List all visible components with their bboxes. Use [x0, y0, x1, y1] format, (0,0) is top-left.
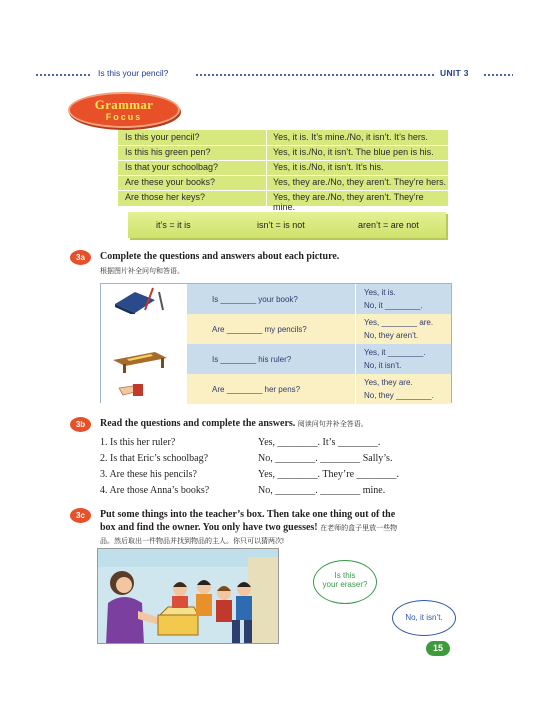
section-3b-badge: 3b	[70, 417, 91, 432]
exercise-question: 3. Are these his pencils?	[100, 469, 197, 480]
section-3a-badge: 3a	[70, 250, 91, 265]
question-cell	[187, 314, 355, 344]
header-dots-right	[483, 74, 513, 76]
answer-blank[interactable]: ________	[220, 295, 257, 304]
bubble-q-line2: your eraser?	[322, 580, 368, 589]
answer-blank[interactable]: ________	[226, 325, 263, 334]
answer-line[interactable]: Yes, ________ are.	[364, 318, 434, 327]
grammar-question: Is this his green pen?	[125, 147, 211, 157]
exercise-answer[interactable]: No, ________. ________ Sally’s.	[258, 453, 393, 464]
blank-picture-cell	[101, 314, 187, 344]
exercise-answer[interactable]: No, ________. ________ mine.	[258, 485, 386, 496]
contraction-its: it’s = it is	[156, 220, 191, 230]
hand-pointing-picture	[101, 374, 187, 404]
question-text: Is ________ his ruler?	[212, 355, 292, 364]
grammar-row	[118, 175, 448, 190]
table-row	[101, 284, 451, 314]
contractions-bar	[128, 212, 446, 238]
question-cell	[187, 374, 355, 404]
answer-line[interactable]: Yes, it is.	[364, 288, 396, 297]
answer-cell	[355, 374, 451, 404]
header-dots-middle	[195, 74, 435, 76]
grammar-answer: Yes, it is./No, it isn’t. It’s his.	[273, 162, 384, 172]
grammar-row	[118, 145, 448, 160]
grammar-row	[118, 160, 448, 175]
grammar-row	[118, 190, 448, 212]
section-3b-title: Read the questions and complete the answers. 阅读问句并补全答语。	[100, 418, 368, 429]
section-3b-subtitle: 阅读问句并补全答语。	[297, 421, 368, 428]
book-picture	[101, 284, 187, 314]
answer-line[interactable]: No, they aren’t.	[364, 331, 419, 340]
question-cell	[187, 284, 355, 314]
question-text: Are ________ her pens?	[212, 385, 301, 394]
grammar-question: Is this your pencil?	[125, 132, 200, 142]
table-row	[101, 314, 451, 344]
answer-blank[interactable]: ________	[220, 355, 257, 364]
answer-cell	[355, 314, 451, 344]
grammar-answer: Yes, they are./No, they aren’t. They’re hers.	[273, 177, 447, 187]
answer-line[interactable]: No, it isn’t.	[364, 361, 402, 370]
column-divider	[266, 130, 267, 206]
answer-line[interactable]: No, they ________.	[364, 391, 434, 400]
contraction-isnt: isn’t = is not	[257, 220, 305, 230]
answer-blank[interactable]: ________	[226, 385, 263, 394]
answer-cell	[355, 344, 451, 374]
badge-line2: Focus	[105, 112, 143, 122]
exercise-answer[interactable]: Yes, ________. They’re ________.	[258, 469, 400, 480]
bubble-q-line1: Is this	[334, 571, 356, 580]
table-row	[101, 374, 451, 404]
grammar-focus-badge	[68, 92, 180, 128]
answer-speech-bubble	[392, 600, 456, 636]
question-text: Is ________ your book?	[212, 295, 298, 304]
exercise-3a-table	[100, 283, 452, 403]
bubble-answer: No, it isn’t.	[405, 613, 443, 622]
section-3a-title: Complete the questions and answers about each picture.	[100, 251, 340, 262]
question-cell	[187, 344, 355, 374]
grammar-question: Is that your schoolbag?	[125, 162, 219, 172]
exercise-question: 1. Is this her ruler?	[100, 437, 176, 448]
grammar-question: Are these your books?	[125, 177, 216, 187]
grammar-row	[118, 130, 448, 145]
grammar-question: Are those her keys?	[125, 192, 206, 202]
lesson-title: Is this your pencil?	[98, 68, 169, 78]
section-3a-subtitle: 根据图片补全问句和答语。	[100, 268, 184, 275]
running-header	[35, 68, 513, 82]
question-speech-bubble	[313, 560, 377, 604]
badge-line1: Grammar	[94, 97, 154, 112]
grammar-answer: Yes, they are./No, they aren’t. They’re mine.	[273, 192, 424, 212]
answer-line[interactable]: Yes, they are.	[364, 378, 413, 387]
ruler-desk-picture	[101, 344, 187, 374]
question-text: Are ________ my pencils?	[212, 325, 307, 334]
exercise-question: 2. Is that Eric’s schoolbag?	[100, 453, 209, 464]
answer-cell	[355, 284, 451, 314]
header-dots-left	[35, 74, 91, 76]
table-row	[101, 344, 451, 374]
answer-line[interactable]: No, it ________.	[364, 301, 423, 310]
answer-line[interactable]: Yes, it ________.	[364, 348, 426, 357]
grammar-answer: Yes, it is. It’s mine./No, it isn’t. It’s hers.	[273, 132, 428, 142]
exercise-question: 4. Are those Anna’s books?	[100, 485, 210, 496]
classroom-illustration	[97, 548, 279, 644]
unit-label: UNIT 3	[440, 68, 469, 78]
exercise-answer[interactable]: Yes, ________. It’s ________.	[258, 437, 381, 448]
contraction-arent: aren’t = are not	[358, 220, 419, 230]
grammar-answer: Yes, it is./No, it isn’t. The blue pen is his.	[273, 147, 434, 157]
section-3c-instructions: Put some things into the teacher’s box. Then take one thing out of the box and find the owner. You only have two guesses! 在老师的盒子里放一些物 品。然后取出一件物品并找到物品的主人。你只可以猜两次!	[100, 509, 398, 545]
grammar-table	[118, 130, 448, 212]
section-3c-badge: 3c	[70, 508, 91, 523]
page-number: 15	[426, 641, 450, 656]
